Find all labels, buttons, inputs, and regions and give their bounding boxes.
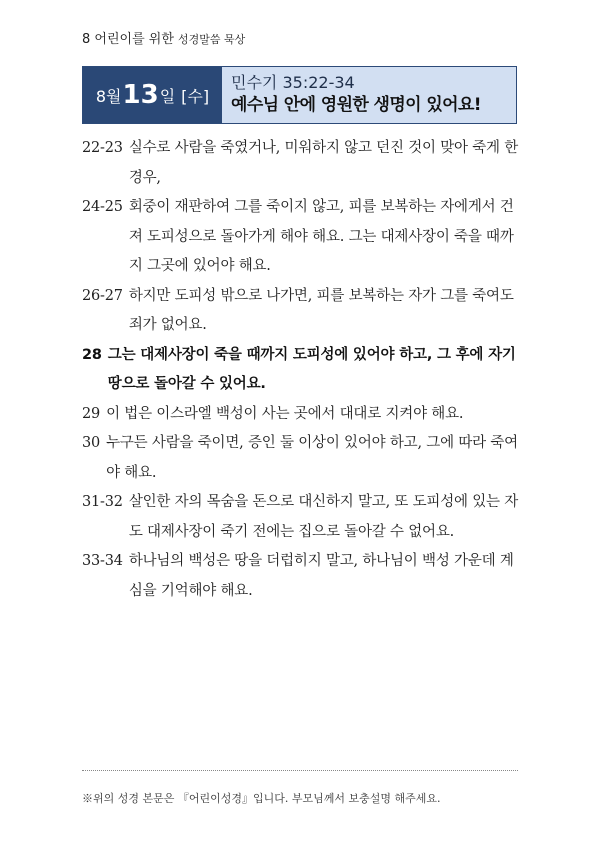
verse-number: 29 bbox=[82, 405, 101, 422]
verse-text: 이 법은 이스라엘 백성이 사는 곳에서 대대로 지켜야 해요. bbox=[106, 405, 464, 422]
verse-text: 하나님의 백성은 땅을 더럽히지 말고, 하나님이 백성 가운데 계심을 기억해야 해요. bbox=[128, 553, 514, 599]
verse bbox=[82, 400, 522, 430]
title-box bbox=[222, 67, 516, 123]
verse-text: 그는 대제사장이 죽을 때까지 도피성에 있어야 하고, 그 후에 자기 땅으로 돌아갈 수 있어요. bbox=[107, 346, 516, 392]
verse-text: 회중이 재판하여 그를 죽이지 않고, 피를 보복하는 자에게서 건져 도피성으로 돌아가게 해야 해요. 그는 대제사장이 죽을 때까지 그곳에 있어야 해요. bbox=[128, 199, 514, 274]
verse-number: 33-34 bbox=[82, 553, 123, 569]
verse bbox=[82, 429, 522, 488]
verse-number: 24-25 bbox=[82, 199, 123, 215]
verse-number: 31-32 bbox=[82, 494, 123, 510]
verse bbox=[82, 134, 522, 193]
verse-text: 살인한 자의 목숨을 돈으로 대신하지 말고, 또 도피성에 있는 자도 대제사장이 죽기 전에는 집으로 돌아갈 수 없어요. bbox=[128, 494, 519, 540]
book-title: 어린이를 위한 bbox=[94, 32, 174, 47]
book-subtitle: 성경말씀 묵상 bbox=[178, 33, 246, 46]
verse-number: 30 bbox=[82, 435, 101, 451]
footnote: ※위의 성경 본문은 『어린이성경』입니다. 부모님께서 보충설명 해주세요. bbox=[82, 792, 441, 805]
date-header bbox=[82, 66, 517, 124]
running-header bbox=[82, 28, 245, 47]
verse-list bbox=[82, 134, 522, 606]
scripture-reference: 민수기 35:22-34 bbox=[231, 73, 355, 92]
footer-divider bbox=[82, 770, 518, 771]
verse-number: 22-23 bbox=[82, 140, 123, 156]
date-box bbox=[83, 67, 222, 123]
verse-highlighted bbox=[82, 341, 522, 400]
verse bbox=[82, 547, 522, 606]
verse-number: 28 bbox=[82, 346, 102, 363]
date-weekday: [수] bbox=[181, 86, 210, 106]
date-day-suffix: 일 bbox=[159, 86, 176, 106]
verse-text: 누구든 사람을 죽이면, 증인 둘 이상이 있어야 하고, 그에 따라 죽여야 해요. bbox=[106, 435, 518, 481]
date-day: 13 bbox=[122, 80, 159, 110]
verse bbox=[82, 193, 522, 282]
verse-text: 실수로 사람을 죽였거나, 미워하지 않고 던진 것이 맞아 죽게 한 경우, bbox=[128, 140, 519, 186]
page-number: 8 bbox=[82, 32, 91, 47]
verse bbox=[82, 488, 522, 547]
verse-number: 26-27 bbox=[82, 287, 123, 304]
date-month: 8월 bbox=[95, 86, 122, 106]
verse bbox=[82, 282, 522, 341]
verse-text: 하지만 도피성 밖으로 나가면, 피를 보복하는 자가 그를 죽여도 죄가 없어요. bbox=[128, 287, 514, 333]
page-title: 예수님 안에 영원한 생명이 있어요! bbox=[231, 95, 481, 115]
